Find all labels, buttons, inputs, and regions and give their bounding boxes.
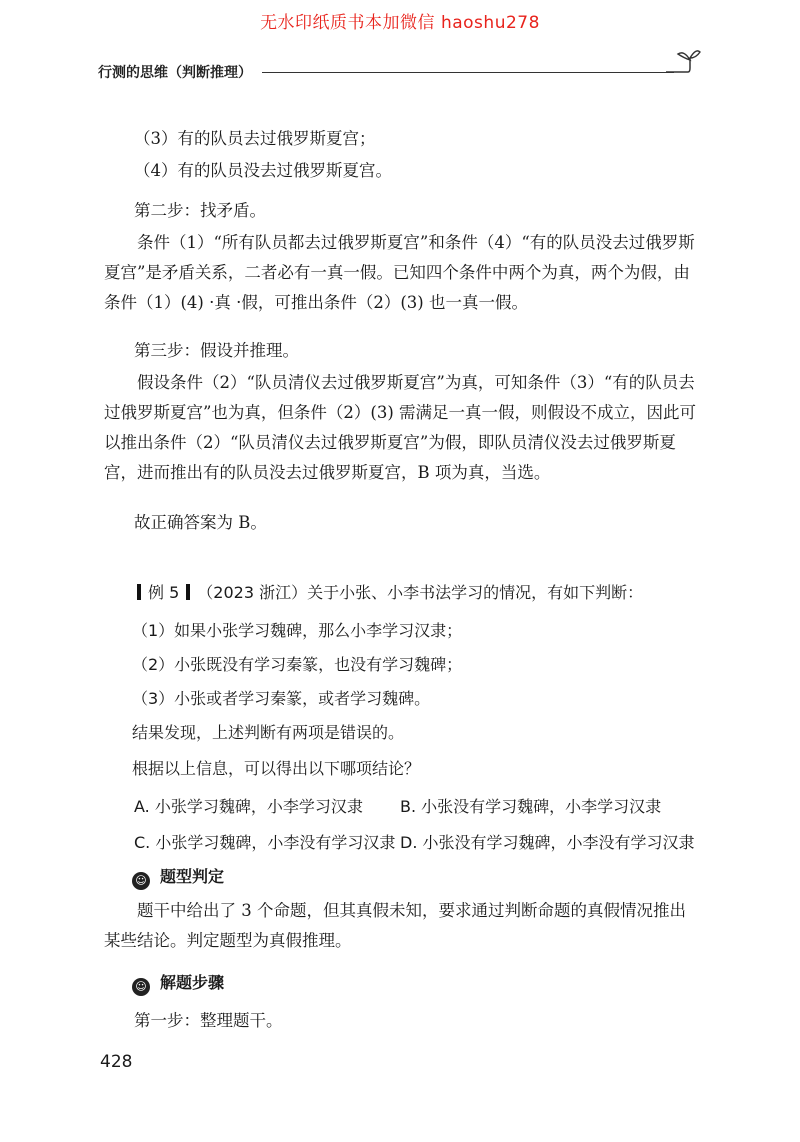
smile-icon: ☺ xyxy=(132,978,150,996)
example-intro: （2023 浙江）关于小张、小李书法学习的情况，有如下判断： xyxy=(197,583,644,602)
step-1-heading: 第一步：整理题干。 xyxy=(134,1011,283,1030)
section-title: 题型判定 xyxy=(160,867,225,886)
section-question-type xyxy=(132,864,224,890)
option-c: C. 小张学习魏碑，小李没有学习汉隶 xyxy=(134,833,396,852)
header-rule xyxy=(262,72,674,73)
section-title: 解题步骤 xyxy=(160,973,225,992)
sprout-icon xyxy=(662,44,702,78)
answer-line: 故正确答案为 B。 xyxy=(134,513,267,532)
label-bar-left xyxy=(137,584,141,600)
step-3-heading: 第三步：假设并推理。 xyxy=(134,341,299,360)
step-2-body: 条件（1）“所有队员都去过俄罗斯夏宫”和条件（4）“有的队员没去过俄罗斯夏宫”是矛盾关系，二者必有一真一假。已知四个条件中两个为真，两个为假，由条件（1）(4) ·真 ·假，可推出条件（2）(3) 也一真一假。 xyxy=(104,233,695,312)
question-type-body: 题干中给出了 3 个命题，但其真假未知，要求通过判断命题的真假情况推出某些结论。判定题型为真假推理。 xyxy=(104,901,686,950)
running-head: 行测的思维（判断推理） xyxy=(98,65,252,81)
step-2-heading: 第二步：找矛盾。 xyxy=(134,201,266,220)
option-a: A. 小张学习魏碑，小李学习汉隶 xyxy=(134,797,363,816)
condition-3: （3）有的队员去过俄罗斯夏宫； xyxy=(134,129,376,148)
smile-icon: ☺ xyxy=(132,872,150,890)
page-number: 428 xyxy=(100,1052,133,1072)
result-statement: 结果发现，上述判断有两项是错误的。 xyxy=(132,723,405,742)
step-3-body: 假设条件（2）“队员清仪去过俄罗斯夏宫”为真，可知条件（3）“有的队员去过俄罗斯夏宫”也为真，但条件（2）(3) 需满足一真一假，则假设不成立，因此可以推出条件（2）“队员清仪去过俄罗斯夏宫”为假，即队员清仪没去过俄罗斯夏宫，进而推出有的队员没去过俄罗斯夏宫，B 项为真，当选。 xyxy=(104,373,697,482)
judgment-2: （2）小张既没有学习秦篆，也没有学习魏碑； xyxy=(132,655,463,674)
judgment-1: （1）如果小张学习魏碑，那么小李学习汉隶； xyxy=(132,621,463,640)
label-bar-right xyxy=(186,584,190,600)
example-label: 例 5 xyxy=(148,583,180,602)
watermark-text: 无水印纸质书本加微信 haoshu278 xyxy=(260,13,540,33)
option-d: D. 小张没有学习魏碑，小李没有学习汉隶 xyxy=(400,833,695,852)
judgment-3: （3）小张或者学习秦篆，或者学习魏碑。 xyxy=(132,689,431,708)
example-heading xyxy=(130,580,643,603)
question-stem: 根据以上信息，可以得出以下哪项结论？ xyxy=(132,759,421,778)
condition-4: （4）有的队员没去过俄罗斯夏宫。 xyxy=(134,161,392,180)
option-b: B. 小张没有学习魏碑，小李学习汉隶 xyxy=(400,797,662,816)
section-solving-steps xyxy=(132,970,224,996)
